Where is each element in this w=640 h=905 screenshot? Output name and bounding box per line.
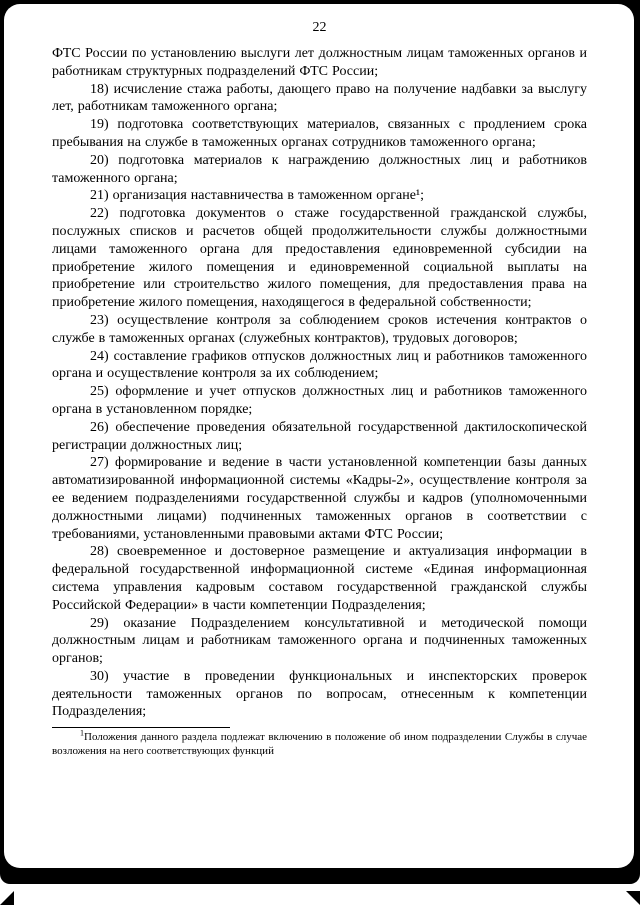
paragraph-item-28: 28) своевременное и достоверное размещение и актуализация информации в федеральной государственной информационной системе «Единая информационная система управления кадровым составом государственной гражданской службы Российской Федерации» в части компетенции Подразделения; — [52, 544, 587, 613]
paragraph-item-25: 25) оформление и учет отпусков должностных лиц и работников таможенного органа в установленном порядке; — [52, 384, 587, 417]
scan-corner-mark-bottom-right — [626, 891, 640, 905]
paragraph-item-21: 21) организация наставничества в таможенном органе¹; — [90, 188, 425, 204]
footnote-separator-rule — [52, 727, 230, 728]
footnote-block — [52, 727, 587, 758]
scan-corner-mark-bottom-left — [0, 891, 14, 905]
paragraph-item-30: 30) участие в проведении функциональных и инспекторских проверок деятельности таможенных органов по вопросам, отнесенным к компетенции Подразделения; — [52, 668, 587, 720]
paragraph-item-19: 19) подготовка соответствующих материалов, связанных с продлением срока пребывания на службе в таможенных органах сотрудников таможенного органа; — [52, 117, 587, 150]
paragraph-continuation: ФТС России по установлению выслуги лет должностным лицам таможенных органов и работникам структурных подразделений ФТС России; — [52, 46, 587, 79]
page-number: 22 — [312, 20, 327, 35]
page-content — [52, 20, 587, 758]
paragraph-item-24: 24) составление графиков отпусков должностных лиц и работников таможенного органа и осуществление контроля за их соблюдением; — [52, 348, 587, 382]
paragraph-item-27: 27) формирование и ведение в части установленной компетенции базы данных автоматизированной информационной системы «Кадры-2», осуществление контроля за ее ведением подразделениями государственной службы и кадров (уполномоченными должностными лицами) подчиненных таможенных органов в соответствии с требованиями, установленными правовыми актами ФТС России; — [52, 455, 587, 542]
paragraph-item-22: 22) подготовка документов о стаже государственной гражданской службы, послужных списков и расчетов общей продолжительности службы должностными лицами таможенного органа для предоставления единовременной субсидии на приобретение жилого помещения и единовременной социальной выплаты на приобретение или строительство жилого помещения, для предоставления права на приобретение жилого помещения, находящегося в федеральной собственности; — [52, 206, 587, 311]
document-body — [52, 45, 587, 721]
footnote-marker: 1 — [80, 728, 84, 738]
footnote-text — [52, 728, 587, 758]
paragraph-item-18: 18) исчисление стажа работы, дающего право на получение надбавки за выслугу лет, работникам таможенного органа; — [52, 81, 587, 115]
paragraph-item-20: 20) подготовка материалов к награждению должностных лиц и работников таможенного органа; — [52, 152, 587, 186]
paragraph-item-23: 23) осуществление контроля за соблюдением сроков истечения контрактов о службе в таможенных органах (служебных контрактов), трудовых договоров; — [52, 312, 587, 346]
document-page — [4, 4, 634, 868]
footnote-body: Положения данного раздела подлежат включению в положение об ином подразделении Службы в случае возложения на него соответствующих функций — [52, 731, 587, 757]
paragraph-item-29: 29) оказание Подразделением консультативной и методической помощи должностным лицам и работникам таможенного органа и подчиненных таможенных органов; — [52, 615, 587, 667]
paragraph-item-26: 26) обеспечение проведения обязательной государственной дактилоскопической регистрации должностных лиц; — [52, 419, 587, 453]
